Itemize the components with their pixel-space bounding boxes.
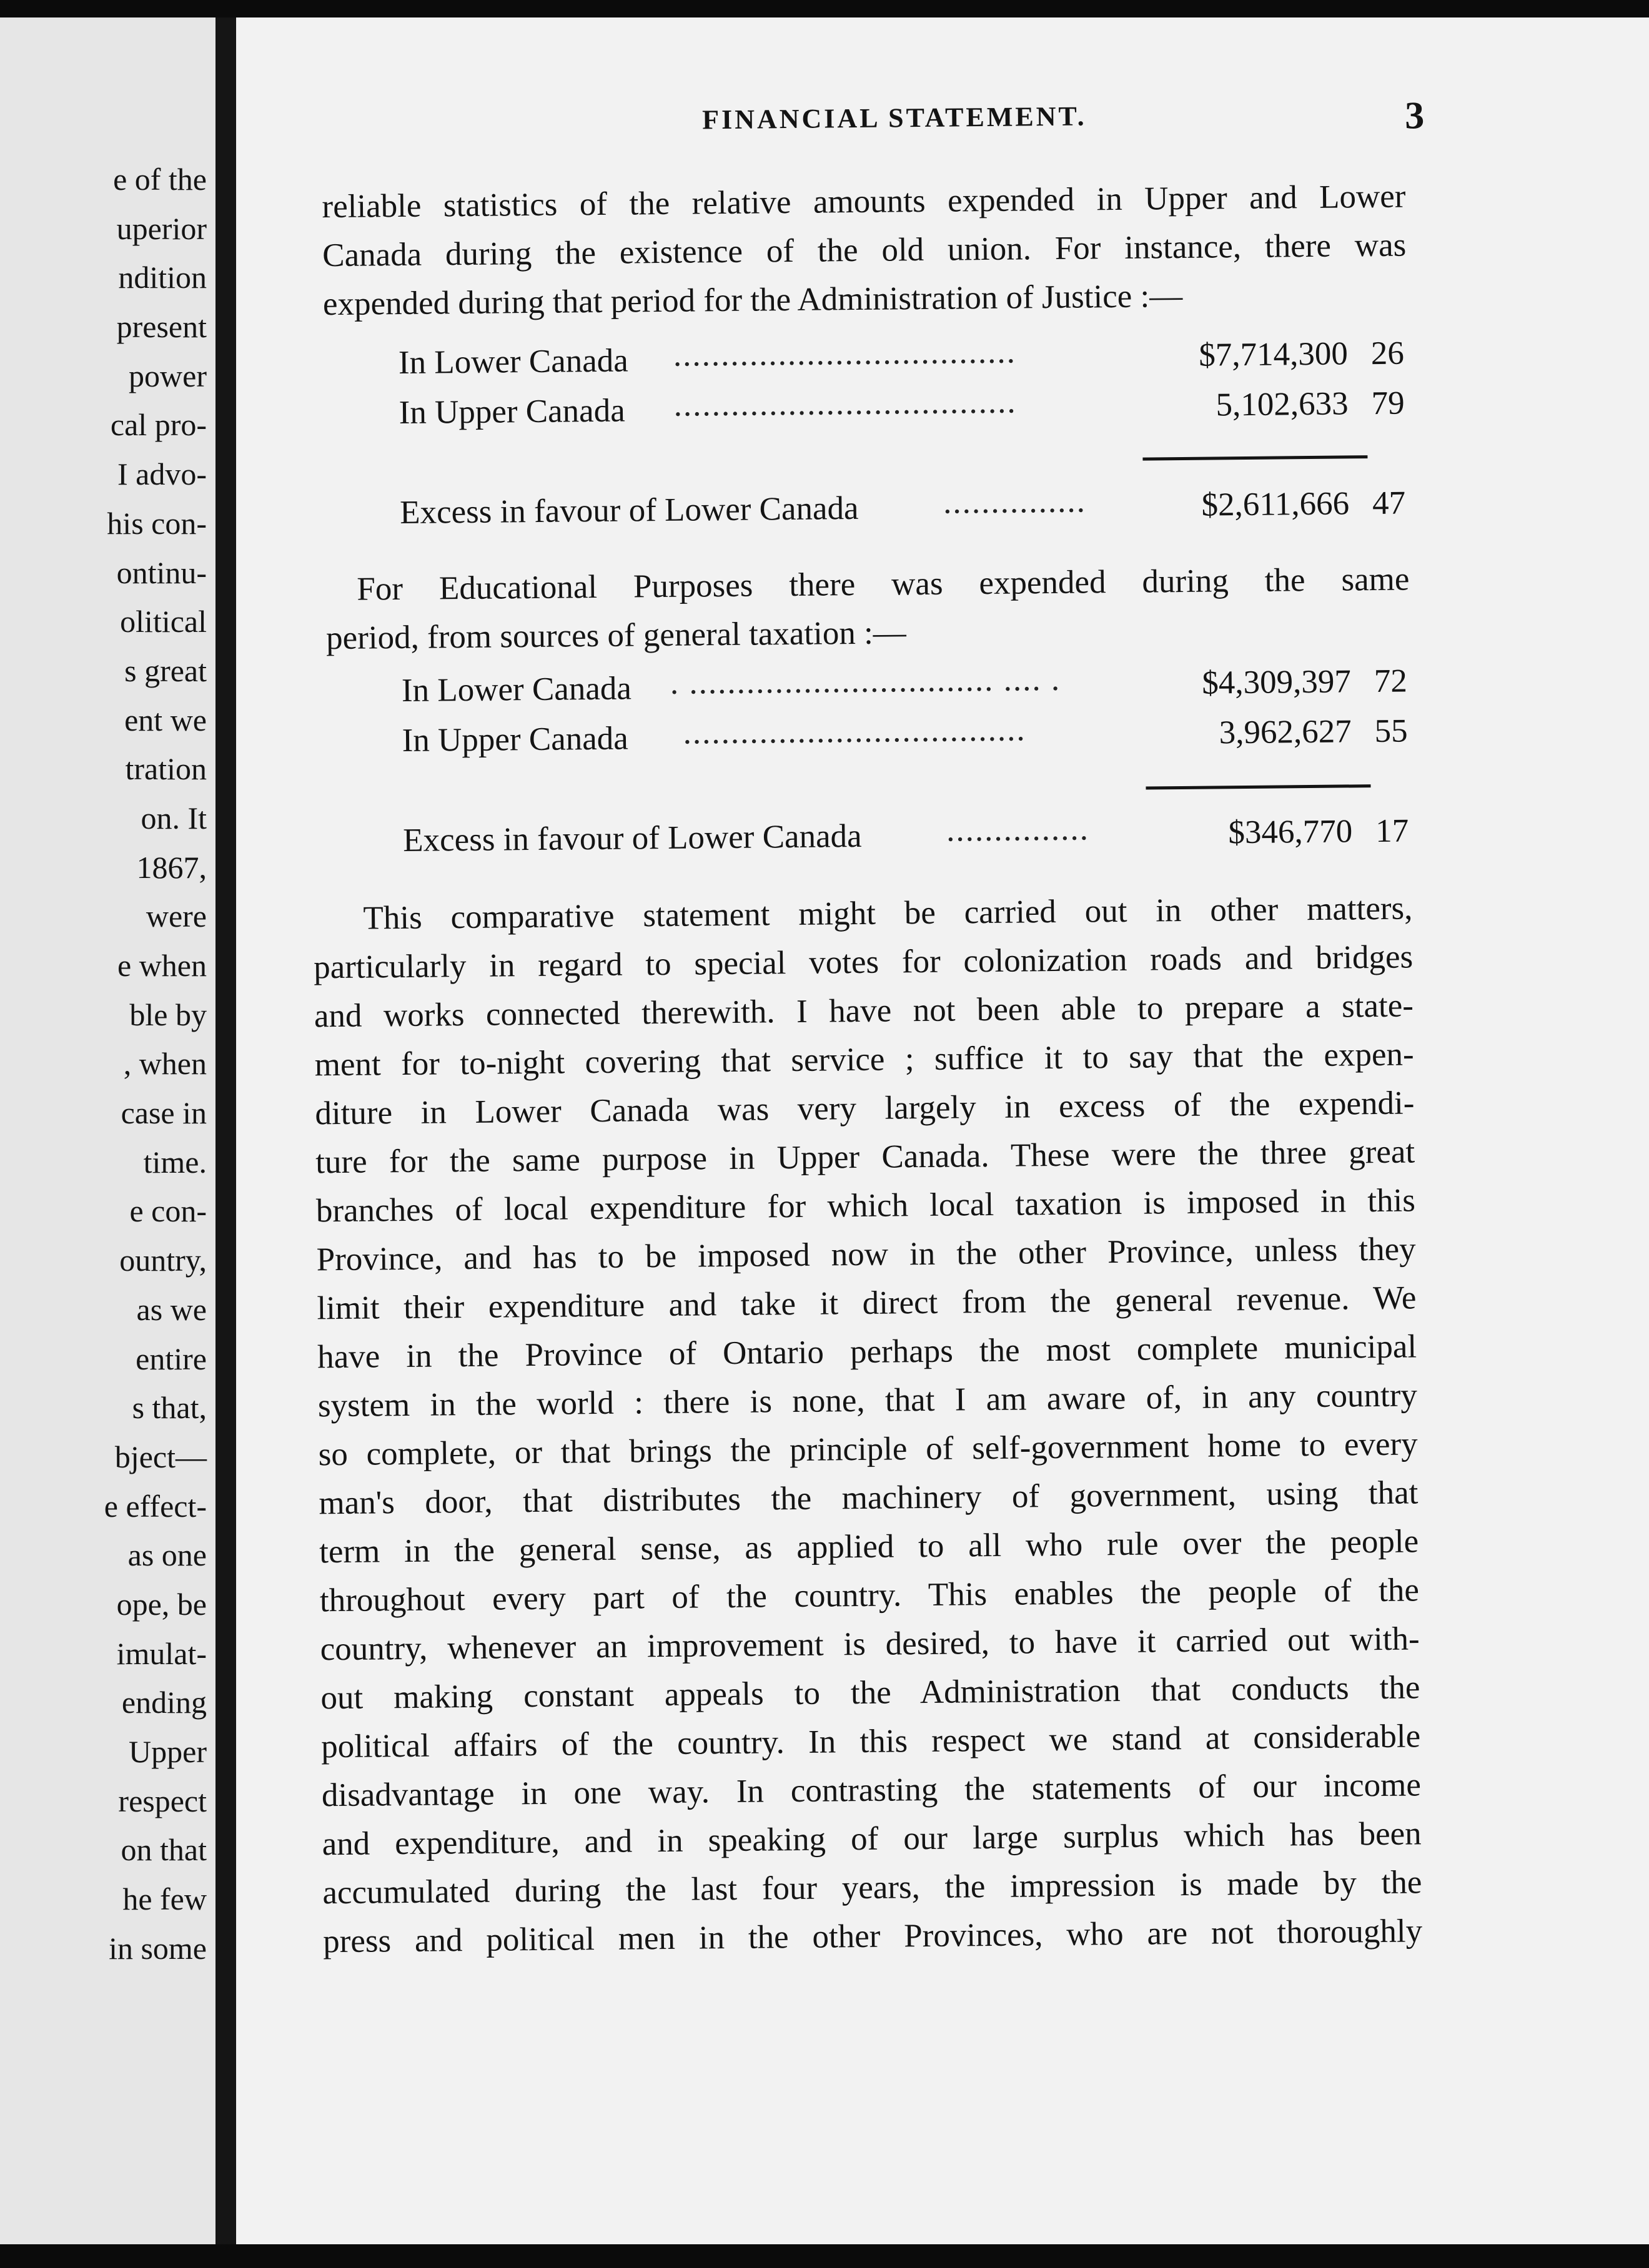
text-line: term in the general sense, as applied to all who rule over the people [319,1523,1419,1570]
running-title: FINANCIAL STATEMENT. [701,101,1087,136]
dot-leader: .................................... [683,711,1026,751]
facing-page-line: cal pro- [110,407,207,443]
row-cents: 55 [1374,712,1408,750]
row-cents: 72 [1374,663,1408,700]
text-line: limit their expenditure and take it direct from the general revenue. We [317,1279,1417,1327]
row-label: In Upper Canada [402,720,629,759]
facing-page-line: on. It [141,800,207,836]
main-paragraph [313,884,1422,1966]
page-number: 3 [1404,94,1425,137]
row-amount: $346,770 [1228,813,1353,851]
text-line: period, from sources of general taxation :— [325,614,907,657]
row-amount: 3,962,627 [1219,713,1352,751]
facing-page-line: as one [127,1537,207,1573]
row-label: Excess in favour of Lower Canada [399,490,859,531]
facing-page-line: time. [143,1144,207,1180]
facing-page-line: e when [117,948,207,983]
facing-page-line: uperior [116,210,207,246]
row-cents: 47 [1372,485,1406,522]
text-line: reliable statistics of the relative amounts expended in Upper and Lower [322,178,1406,225]
text-line: country, whenever an improvement is desired, to have it carried out with- [320,1620,1420,1668]
facing-page-line: power [129,358,207,393]
text-line: man's door, that distributes the machinery of government, using that [319,1474,1419,1522]
row-label: In Upper Canada [399,392,625,431]
text-line: system in the world : there is none, that I am aware of, in any country [317,1377,1418,1424]
facing-page-line: he few [122,1881,207,1917]
facing-page-line: entire [136,1341,207,1376]
dot-leader: . ................................ .... . [670,661,1061,701]
row-cents: 17 [1375,812,1409,850]
education-row-upper [402,706,1408,766]
text-line: accumulated during the last four years, the impression is made by the [322,1864,1422,1911]
facing-page-line: imulat- [116,1635,207,1671]
text-line: so complete, or that brings the principle of self-government home to every [318,1426,1418,1473]
text-line: throughout every part of the country. This enables the people of the [319,1572,1420,1619]
text-line: Province, and has to be imposed now in the other Province, unless they [316,1231,1416,1278]
facing-page-line: s that, [132,1390,207,1426]
facing-page-line: e con- [129,1193,207,1229]
row-amount: 5,102,633 [1216,385,1349,423]
facing-page-line: tration [125,751,207,787]
text-line: branches of local expenditure for which local taxation is imposed in this [315,1182,1416,1230]
facing-page-line: olitical [120,604,207,639]
row-cents: 79 [1371,385,1405,422]
facing-page-line: were [146,899,207,934]
education-paragraph [325,555,1410,663]
facing-page-line: e effect- [104,1488,207,1524]
text-line: out making constant appeals to the Administration that conducts the [320,1669,1420,1717]
text-line: and works connected therewith. I have not been able to prepare a state- [314,987,1414,1035]
text-line: ture for the same purpose in Upper Canada. These were the three great [315,1133,1415,1181]
row-amount: $2,611,666 [1201,485,1350,523]
facing-page-line: , when [123,1046,207,1082]
education-row-excess [402,806,1409,865]
text-line: Canada during the existence of the old union. For instance, there was [322,227,1407,274]
facing-page-line: on that [121,1832,207,1868]
facing-page-text [104,155,207,1973]
dot-leader: ............... [943,483,1087,521]
dot-leader: ............... [946,811,1090,849]
facing-page-line: his con- [107,505,207,541]
justice-row-excess [399,478,1406,538]
facing-page-line: s great [124,653,207,688]
facing-page-line: Upper [129,1734,207,1769]
facing-page-line: ountry, [119,1243,207,1278]
text-line: expended during that period for the Administration of Justice :— [322,277,1183,323]
dot-leader: .................................... [673,333,1017,373]
row-cents: 26 [1370,335,1405,372]
text-line: political affairs of the country. In this respect we stand at considerable [320,1718,1421,1765]
facing-page-line: ble by [129,997,207,1032]
sum-rule [1142,455,1367,460]
dot-leader: .................................... [673,383,1017,423]
facing-page-line: ending [121,1685,207,1720]
facing-page-line: bject— [114,1439,207,1474]
facing-page-line: case in [121,1095,207,1131]
facing-page-line: e of the [113,162,207,197]
row-label: In Lower Canada [398,342,629,382]
row-amount: $4,309,397 [1202,663,1352,701]
text-line: particularly in regard to special votes for colonization roads and bridges [313,939,1414,986]
facing-page-line: ope, be [116,1586,207,1622]
text-line: and expenditure, and in speaking of our large surplus which has been [322,1815,1422,1863]
text-line: For Educational Purposes there was expended during the same [357,561,1410,608]
facing-page-line: present [116,309,207,345]
facing-page-line: respect [118,1783,207,1818]
justice-row-upper [399,378,1405,438]
text-line: ment for to-night covering that service ; suffice it to say that the expen- [314,1036,1414,1083]
book-page [236,17,1649,2244]
sum-rule [1146,784,1370,789]
row-label: In Lower Canada [401,670,632,709]
facing-page-line: ontinu- [116,555,207,590]
text-line: have in the Province of Ontario perhaps the most complete municipal [317,1328,1417,1376]
facing-page-line: in some [109,1930,207,1966]
facing-page-line: 1867, [136,849,207,885]
text-line: disadvantage in one way. In contrasting the statements of our income [321,1767,1422,1814]
row-amount: $7,714,300 [1199,335,1349,373]
intro-paragraph [322,172,1407,329]
facing-page-line: I advo- [117,456,207,492]
facing-page [0,17,215,2244]
facing-page-line: ndition [118,260,207,295]
text-line: diture in Lower Canada was very largely in excess of the expendi- [315,1085,1415,1132]
text-line: press and political men in the other Provinces, who are not thoroughly [322,1913,1423,1960]
page-content [227,11,1649,2251]
text-line: This comparative statement might be carried out in other matters, [363,890,1413,937]
facing-page-line: as we [136,1291,207,1327]
facing-page-line: ent we [124,702,207,737]
row-label: Excess in favour of Lower Canada [402,817,862,859]
